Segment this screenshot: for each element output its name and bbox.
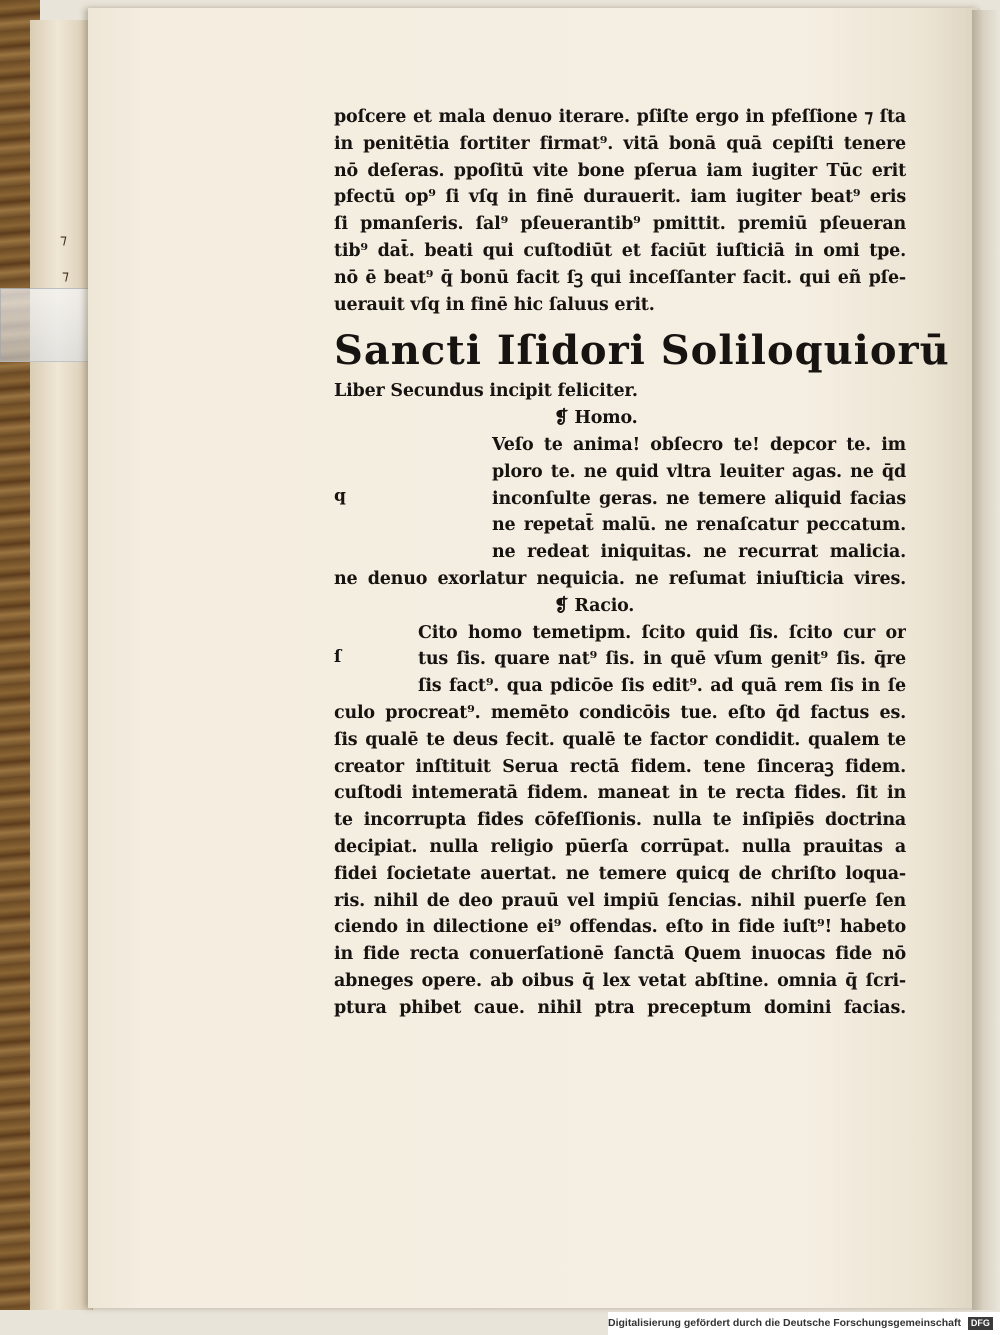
dfg-logo: DFG xyxy=(968,1317,993,1330)
text-line: Veſo te anima! obſecro te! depcor te. im xyxy=(492,434,906,455)
text-line: ploro te. ne quid vltra leuiter agas. ne q̄d xyxy=(492,461,906,482)
text-line: tus ſis. quare nat⁹ ſis. in quē vſum genit⁹ ſis. q̄re xyxy=(418,649,906,670)
text-line: in penitētia fortiter firmat⁹. vitā bonā quā cepiſti tenere xyxy=(334,133,906,154)
text-line: ne denuo exorlatur nequicia. ne reſumat iniuſticia vires. xyxy=(334,568,906,589)
text-line: in fide recta conuerſationē ſanctā Quem inuocas fide nō xyxy=(334,944,906,965)
text-line: ne redeat iniquitas. ne recurrat malicia. xyxy=(492,542,906,563)
text-line: inconſulte geras. ne temere aliquid facias xyxy=(492,488,906,509)
text-line: poſcere et mala denuo iterare. pſiſte ergo in pfeſſione ⁊ ſta xyxy=(334,107,906,127)
text-line: culo procreat⁹. memēto condicōis tue. eſto q̄d factus es. xyxy=(334,702,906,723)
text-line: ſis qualē te deus fecit. qualē te factor condidit. qualem te xyxy=(334,729,906,750)
guide-letter-s: ſ xyxy=(334,646,342,667)
chapter-heading: Sancti Iſidori Soliloquiorū xyxy=(334,327,950,375)
text-line: tib⁹ dat̄. beati qui cuſtodiūt et faciūt iuſticiā in omi tpe. xyxy=(334,240,906,261)
rubric-homo: ❡ Homo. xyxy=(554,408,638,429)
text-line: ſis fact⁹. qua pdicōe ſis edit⁹. ad quā rem ſis in ſe xyxy=(418,676,906,697)
text-line: pfectū op⁹ ſi vſq̧ in finē durauerit. iam iugiter beat⁹ eris xyxy=(334,187,906,208)
homo-section xyxy=(334,432,906,593)
rubric-racio: ❡ Racio. xyxy=(554,595,635,616)
text-line: ſi pmanſeris. ſal⁹ pſeuerantib⁹ pmittit. premiū pſeueran xyxy=(334,214,906,235)
text-line: nō ē beat⁹ q̄ bonū facit ſꝫ qui inceſſanter facit. qui eñ pſe- xyxy=(334,267,906,288)
text-block xyxy=(334,104,950,1022)
text-line: te incorrupta fides cōfeſſionis. nulla te inſipiēs doctrina xyxy=(334,810,906,831)
text-line: ne repetat̄ malū. ne renaſcatur peccatum. xyxy=(492,515,906,536)
text-line: ptura phibet caue. nihil ptra preceptum domini facias. xyxy=(334,997,906,1018)
text-line: ris. nihil de deo prauū vel impiū ſencias. nihil puerſe ſen xyxy=(334,890,906,911)
text-line: creator inſtituit Serua rectā fidem. tene ſinceraꝫ fidem. xyxy=(334,756,906,777)
text-line: uerauit vſq̧ in finē hic ſaluus erit. xyxy=(334,294,655,315)
text-line: Cito homo temetipm. ſcito quid ſis. ſcito cur or xyxy=(418,622,906,643)
page-stack-edge xyxy=(30,20,93,1310)
page-right-edge xyxy=(972,10,1000,1310)
text-line: ciendo in dilectione ei⁹ offendas. eſto in fide iuſt⁹! habeto xyxy=(334,917,906,938)
margin-mark: ⁊ xyxy=(62,268,69,284)
text-line: decipiat. nulla religio pūerſa corrūpat. nulla prauitas a xyxy=(334,836,906,857)
text-line: nō deſeras. ppoſitū vite bone pſerua iam iugiter Tūc erit xyxy=(334,160,906,181)
guide-letter-q: q xyxy=(334,485,346,506)
racio-section xyxy=(334,620,906,1022)
text-line: cuſtodi intemeratā fidem. maneat in te recta fides. ſit in xyxy=(334,783,906,804)
chapter-subheading: Liber Secundus incipit feliciter. xyxy=(334,381,638,402)
credit-text: Digitalisierung gefördert durch die Deutsche Forschungsgemeinschaft xyxy=(608,1317,961,1329)
text-line: fidei ſocietate auertat. ne temere quicq̧ de chriſto loqua- xyxy=(334,863,906,884)
digitization-credit xyxy=(608,1312,1000,1335)
margin-mark: ⁊ xyxy=(60,232,67,248)
text-line: abneges opere. ab oibus q̄ lex vetat abſtine. omnia q̄ ſcri- xyxy=(334,970,906,991)
